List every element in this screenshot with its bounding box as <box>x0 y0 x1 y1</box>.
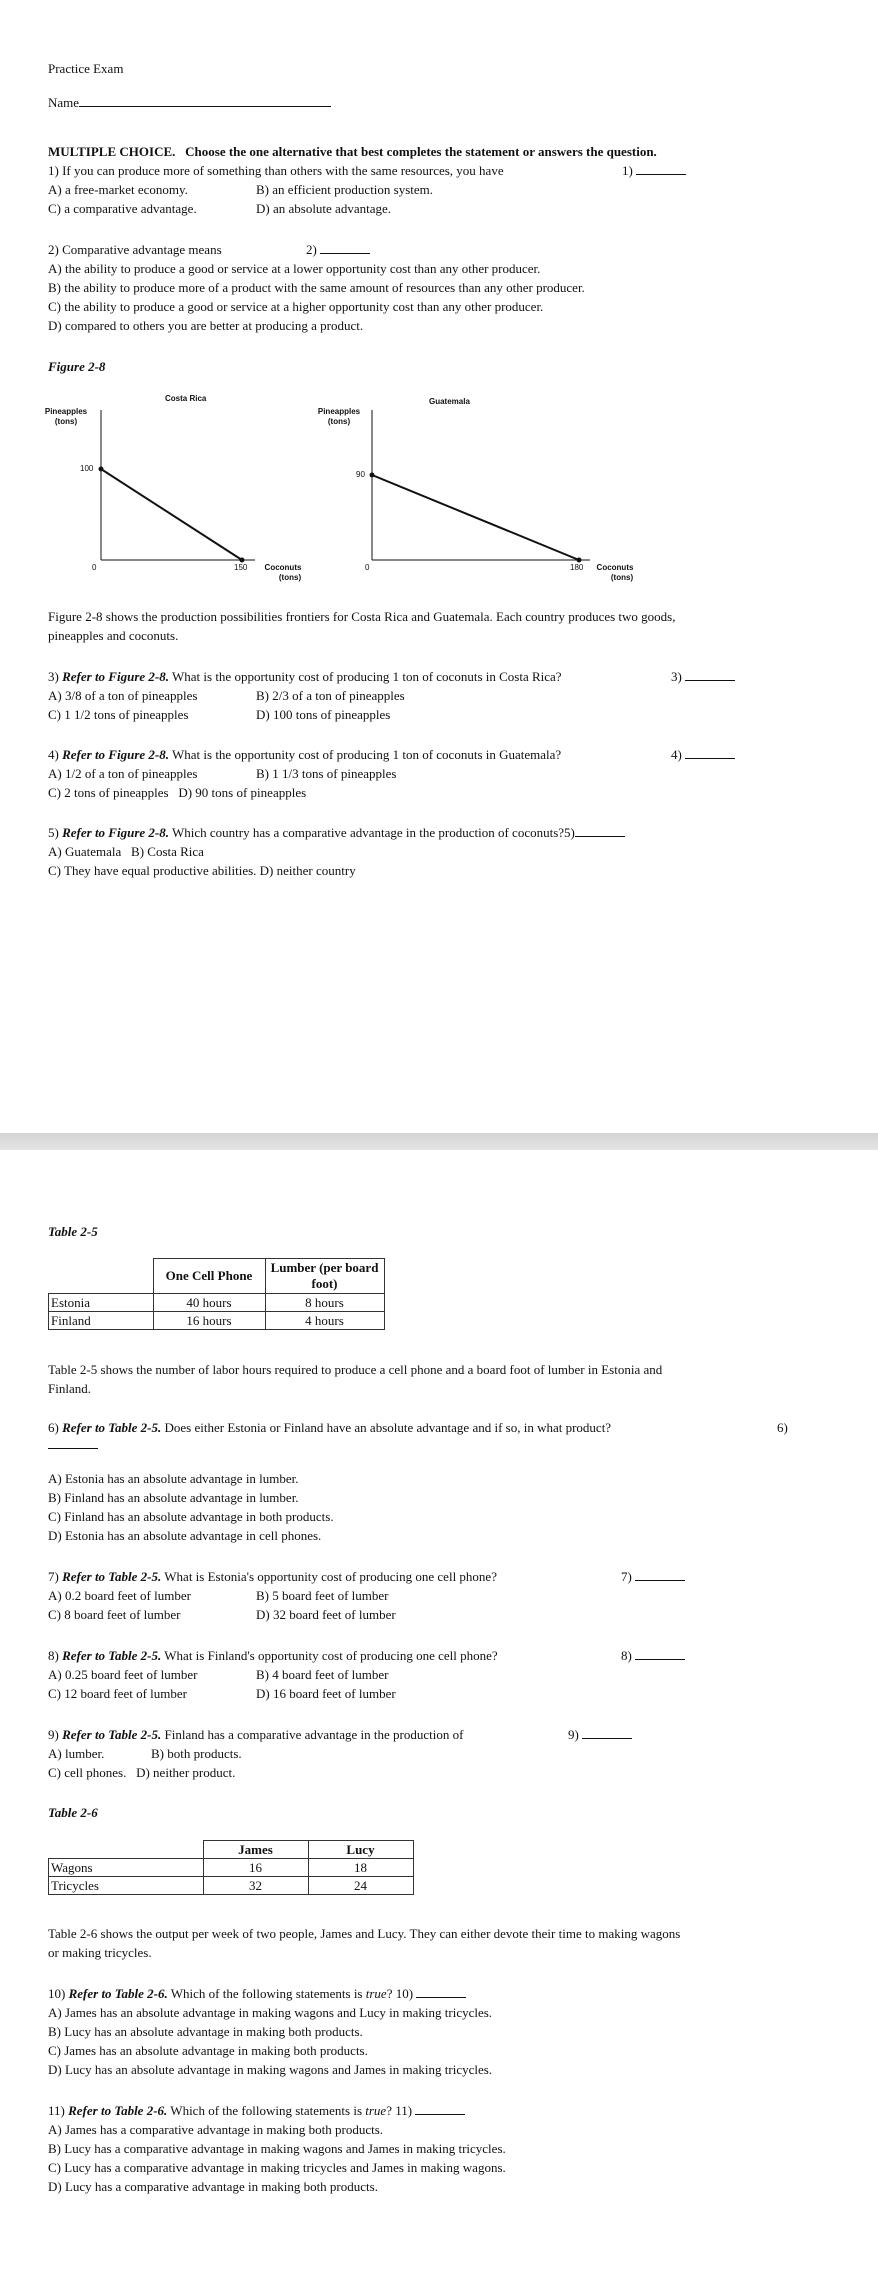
question-2-answer-blank[interactable]: 2) <box>306 240 370 259</box>
question-11-answer-blank[interactable] <box>415 2102 465 2115</box>
question-3-option-d[interactable]: D) 100 tons of pineapples <box>256 707 391 722</box>
chart-left-xlabel: Coconuts (tons) <box>264 563 302 582</box>
question-10-option-c[interactable]: C) James has an absolute advantage in making both products. <box>48 2043 368 2058</box>
question-9-option-a[interactable]: A) lumber. <box>48 1746 105 1761</box>
chart-left-ppf-line <box>101 469 242 560</box>
question-9-answer-blank[interactable]: 9) <box>568 1725 632 1744</box>
question-6-option-c[interactable]: C) Finland has an absolute advantage in both products. <box>48 1509 334 1524</box>
table-2-5-caption: Table 2-5 <box>48 1224 98 1239</box>
chart-right-title: Guatemala <box>429 397 470 406</box>
question-1-option-b[interactable]: B) an efficient production system. <box>256 182 434 197</box>
question-11-option-d[interactable]: D) Lucy has a comparative advantage in making both products. <box>48 2179 378 2194</box>
question-7-stem: 7) Refer to Table 2-5. What is Estonia's opportunity cost of producing one cell phone? <box>48 1569 497 1584</box>
question-9-stem: 9) Refer to Table 2-5. Finland has a comparative advantage in the production of <box>48 1727 464 1742</box>
table-2-6-description-line-1: Table 2-6 shows the output per week of two people, James and Lucy. They can either devote their time to making wagons <box>48 1926 681 1941</box>
exam-page-2 <box>0 1150 878 2285</box>
question-8-stem: 8) Refer to Table 2-5. What is Finland's opportunity cost of producing one cell phone? <box>48 1648 498 1663</box>
question-9-option-b[interactable]: B) both products. <box>151 1746 242 1761</box>
question-6-option-b[interactable]: B) Finland has an absolute advantage in lumber. <box>48 1490 299 1505</box>
chart-right-ylabel: Pineapples (tons) <box>317 407 361 426</box>
question-3-option-a[interactable]: A) 3/8 of a ton of pineapples <box>48 688 198 703</box>
question-4-option-a[interactable]: A) 1/2 of a ton of pineapples <box>48 766 198 781</box>
question-5-stem: 5) Refer to Figure 2-8. Which country has a comparative advantage in the production of coconuts?5) <box>48 823 625 842</box>
question-11-option-c[interactable]: C) Lucy has a comparative advantage in making tricycles and James in making wagons. <box>48 2160 506 2175</box>
chart-right-x-tick: 180 <box>570 563 584 572</box>
figure-description-line-1: Figure 2-8 shows the production possibilities frontiers for Costa Rica and Guatemala. Each country produces two goods, <box>48 609 676 624</box>
section-heading: MULTIPLE CHOICE. Choose the one alternative that best completes the statement or answers the question. <box>48 144 657 159</box>
table-2-6-header-lucy: Lucy <box>308 1841 413 1859</box>
page-separator <box>0 1133 878 1150</box>
question-5-options-c-d[interactable]: C) They have equal productive abilities. D) neither country <box>48 863 356 878</box>
chart-right-origin: 0 <box>365 563 370 572</box>
exam-page-1 <box>0 0 878 1133</box>
table-2-6 <box>48 1840 414 1895</box>
question-10-option-a[interactable]: A) James has an absolute advantage in making wagons and Lucy in making tricycles. <box>48 2005 493 2020</box>
table-row: Wagons 16 18 <box>49 1859 414 1877</box>
question-7-option-b[interactable]: B) 5 board feet of lumber <box>256 1588 389 1603</box>
question-4-stem: 4) Refer to Figure 2-8. What is the opportunity cost of producing 1 ton of coconuts in Guatemala? <box>48 747 562 762</box>
question-11-option-b[interactable]: B) Lucy has a comparative advantage in making wagons and James in making tricycles. <box>48 2141 506 2156</box>
question-7-option-c[interactable]: C) 8 board feet of lumber <box>48 1607 181 1622</box>
question-8-option-b[interactable]: B) 4 board feet of lumber <box>256 1667 389 1682</box>
table-2-5-header-lumber: Lumber (per board foot) <box>265 1259 384 1294</box>
chart-left-point-y <box>99 467 104 472</box>
question-8-option-d[interactable]: D) 16 board feet of lumber <box>256 1686 396 1701</box>
chart-right-y-tick: 90 <box>356 470 365 479</box>
question-1-option-a[interactable]: A) a free-market economy. <box>48 182 188 197</box>
chart-left-y-tick: 100 <box>80 464 94 473</box>
question-11-option-a[interactable]: A) James has a comparative advantage in making both products. <box>48 2122 384 2137</box>
question-2-stem: 2) Comparative advantage means <box>48 242 222 257</box>
table-2-5-description-line-2: Finland. <box>48 1381 91 1396</box>
question-6-answer-blank[interactable] <box>48 1448 98 1449</box>
question-9-options-c-d[interactable]: C) cell phones. D) neither product. <box>48 1765 236 1780</box>
table-2-5 <box>48 1258 385 1330</box>
chart-left-origin: 0 <box>92 563 97 572</box>
question-3-option-b[interactable]: B) 2/3 of a ton of pineapples <box>256 688 405 703</box>
chart-right-ppf-line <box>372 475 579 560</box>
question-2-option-d[interactable]: D) compared to others you are better at producing a product. <box>48 318 364 333</box>
question-5-options-a-b[interactable]: A) Guatemala B) Costa Rica <box>48 844 204 859</box>
chart-right-point-x <box>577 558 582 563</box>
table-row: Tricycles 32 24 <box>49 1877 414 1895</box>
question-8-option-c[interactable]: C) 12 board feet of lumber <box>48 1686 187 1701</box>
question-8-answer-blank[interactable]: 8) <box>621 1646 685 1665</box>
question-10-answer-blank[interactable] <box>416 1985 466 1998</box>
chart-left-point-x <box>240 558 245 563</box>
question-7-answer-blank[interactable]: 7) <box>621 1567 685 1586</box>
question-4-options-c-d[interactable]: C) 2 tons of pineapples D) 90 tons of pineapples <box>48 785 307 800</box>
question-3-option-c[interactable]: C) 1 1/2 tons of pineapples <box>48 707 189 722</box>
table-row: Finland 16 hours 4 hours <box>49 1312 385 1330</box>
question-2-option-b[interactable]: B) the ability to produce more of a product with the same amount of resources than any other producer. <box>48 280 585 295</box>
question-10-option-b[interactable]: B) Lucy has an absolute advantage in making both products. <box>48 2024 363 2039</box>
chart-right-xlabel: Coconuts (tons) <box>596 563 634 582</box>
chart-left-ylabel: Pineapples (tons) <box>44 407 88 426</box>
figure-caption: Figure 2-8 <box>48 359 106 374</box>
chart-right-point-y <box>370 473 375 478</box>
table-2-6-header-james: James <box>203 1841 308 1859</box>
question-10-stem: 10) Refer to Table 2-6. Which of the following statements is true? 10) <box>48 1984 466 2003</box>
question-11-stem: 11) Refer to Table 2-6. Which of the following statements is true? 11) <box>48 2101 465 2120</box>
question-6-stem: 6) Refer to Table 2-5. Does either Estonia or Finland have an absolute advantage and if so, in what product? <box>48 1420 612 1435</box>
question-6-option-a[interactable]: A) Estonia has an absolute advantage in lumber. <box>48 1471 299 1486</box>
question-1-stem: 1) If you can produce more of something than others with the same resources, you have <box>48 163 504 178</box>
table-2-6-description-line-2: or making tricycles. <box>48 1945 152 1960</box>
question-1-option-d[interactable]: D) an absolute advantage. <box>256 201 392 216</box>
exam-title: Practice Exam <box>48 61 124 76</box>
question-7-option-d[interactable]: D) 32 board feet of lumber <box>256 1607 396 1622</box>
question-2-option-c[interactable]: C) the ability to produce a good or service at a higher opportunity cost than any other producer. <box>48 299 544 314</box>
question-6-number: 6) <box>777 1420 788 1435</box>
question-2-option-a[interactable]: A) the ability to produce a good or service at a lower opportunity cost than any other producer. <box>48 261 541 276</box>
ppf-charts-svg <box>0 0 878 1133</box>
question-10-option-d[interactable]: D) Lucy has an absolute advantage in making wagons and James in making tricycles. <box>48 2062 493 2077</box>
question-4-answer-blank[interactable]: 4) <box>671 745 735 764</box>
name-label: Name <box>48 95 80 110</box>
figure-description-line-2: pineapples and coconuts. <box>48 628 179 643</box>
question-1-option-c[interactable]: C) a comparative advantage. <box>48 201 197 216</box>
question-4-option-b[interactable]: B) 1 1/3 tons of pineapples <box>256 766 397 781</box>
question-3-stem: 3) Refer to Figure 2-8. What is the opportunity cost of producing 1 ton of coconuts in Costa Rica? <box>48 669 562 684</box>
question-7-option-a[interactable]: A) 0.2 board feet of lumber <box>48 1588 191 1603</box>
question-3-answer-blank[interactable]: 3) <box>671 667 735 686</box>
chart-left-title: Costa Rica <box>165 394 207 403</box>
table-2-5-description-line-1: Table 2-5 shows the number of labor hours required to produce a cell phone and a board foot of lumber in Estonia and <box>48 1362 663 1377</box>
table-row: Estonia 40 hours 8 hours <box>49 1294 385 1312</box>
question-8-option-a[interactable]: A) 0.25 board feet of lumber <box>48 1667 198 1682</box>
question-6-option-d[interactable]: D) Estonia has an absolute advantage in cell phones. <box>48 1528 322 1543</box>
table-2-6-caption: Table 2-6 <box>48 1805 98 1820</box>
chart-left-x-tick: 150 <box>234 563 248 572</box>
table-2-5-header-phone: One Cell Phone <box>153 1259 265 1294</box>
question-1-answer-blank[interactable]: 1) <box>622 161 686 180</box>
